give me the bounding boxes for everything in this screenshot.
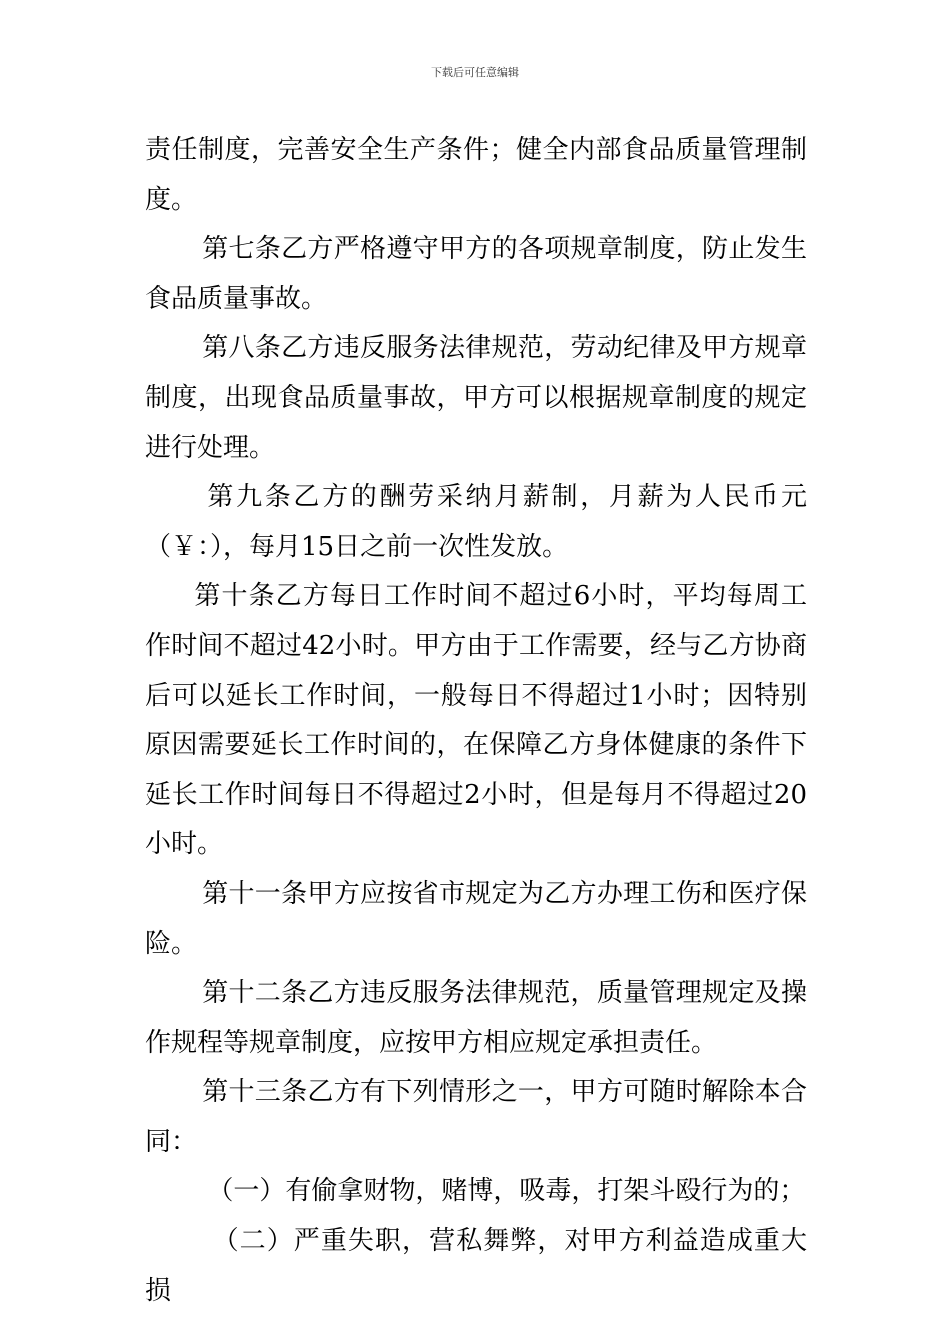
document-body [145, 126, 807, 1316]
paragraph-article-8: 第八条乙方违反服务法律规范，劳动纪律及甲方规章制度，出现食品质量事故，甲方可以根据规章制度的规定进行处理。 [145, 333, 807, 463]
paragraph-article-12: 第十二条乙方违反服务法律规范，质量管理规定及操作规程等规章制度，应按甲方相应规定承担责任。 [145, 978, 807, 1058]
paragraph-article-11: 第十一条甲方应按省市规定为乙方办理工伤和医疗保险。 [145, 878, 807, 959]
list-item-2: （二）严重失职，营私舞弊，对甲方利益造成重大损 [145, 1226, 807, 1306]
paragraph-article-9: 第九条乙方的酬劳采纳月薪制，月薪为人民币元（￥：），每月15日之前一次性发放。 [145, 482, 807, 562]
paragraph-article-10: 第十条乙方每日工作时间不超过6小时，平均每周工作时间不超过42小时。甲方由于工作需要，经与乙方协商后可以延长工作时间，一般每日不得超过1小时；因特别原因需要延长工作时间的，在保障乙方身体健康的条件下延长工作时间每日不得超过2小时，但是每月不得超过20小时。 [145, 581, 807, 860]
paragraph-article-7: 第七条乙方严格遵守甲方的各项规章制度，防止发生食品质量事故。 [145, 234, 807, 314]
paragraph-continuation: 责任制度，完善安全生产条件；健全内部食品质量管理制度。 [145, 135, 807, 215]
page-header-note: 下载后可任意编辑 [431, 66, 519, 79]
paragraph-article-13: 第十三条乙方有下列情形之一，甲方可随时解除本合同： [145, 1077, 807, 1157]
list-item-1: （一）有偷拿财物，赌博，吸毒，打架斗殴行为的； [207, 1176, 806, 1207]
